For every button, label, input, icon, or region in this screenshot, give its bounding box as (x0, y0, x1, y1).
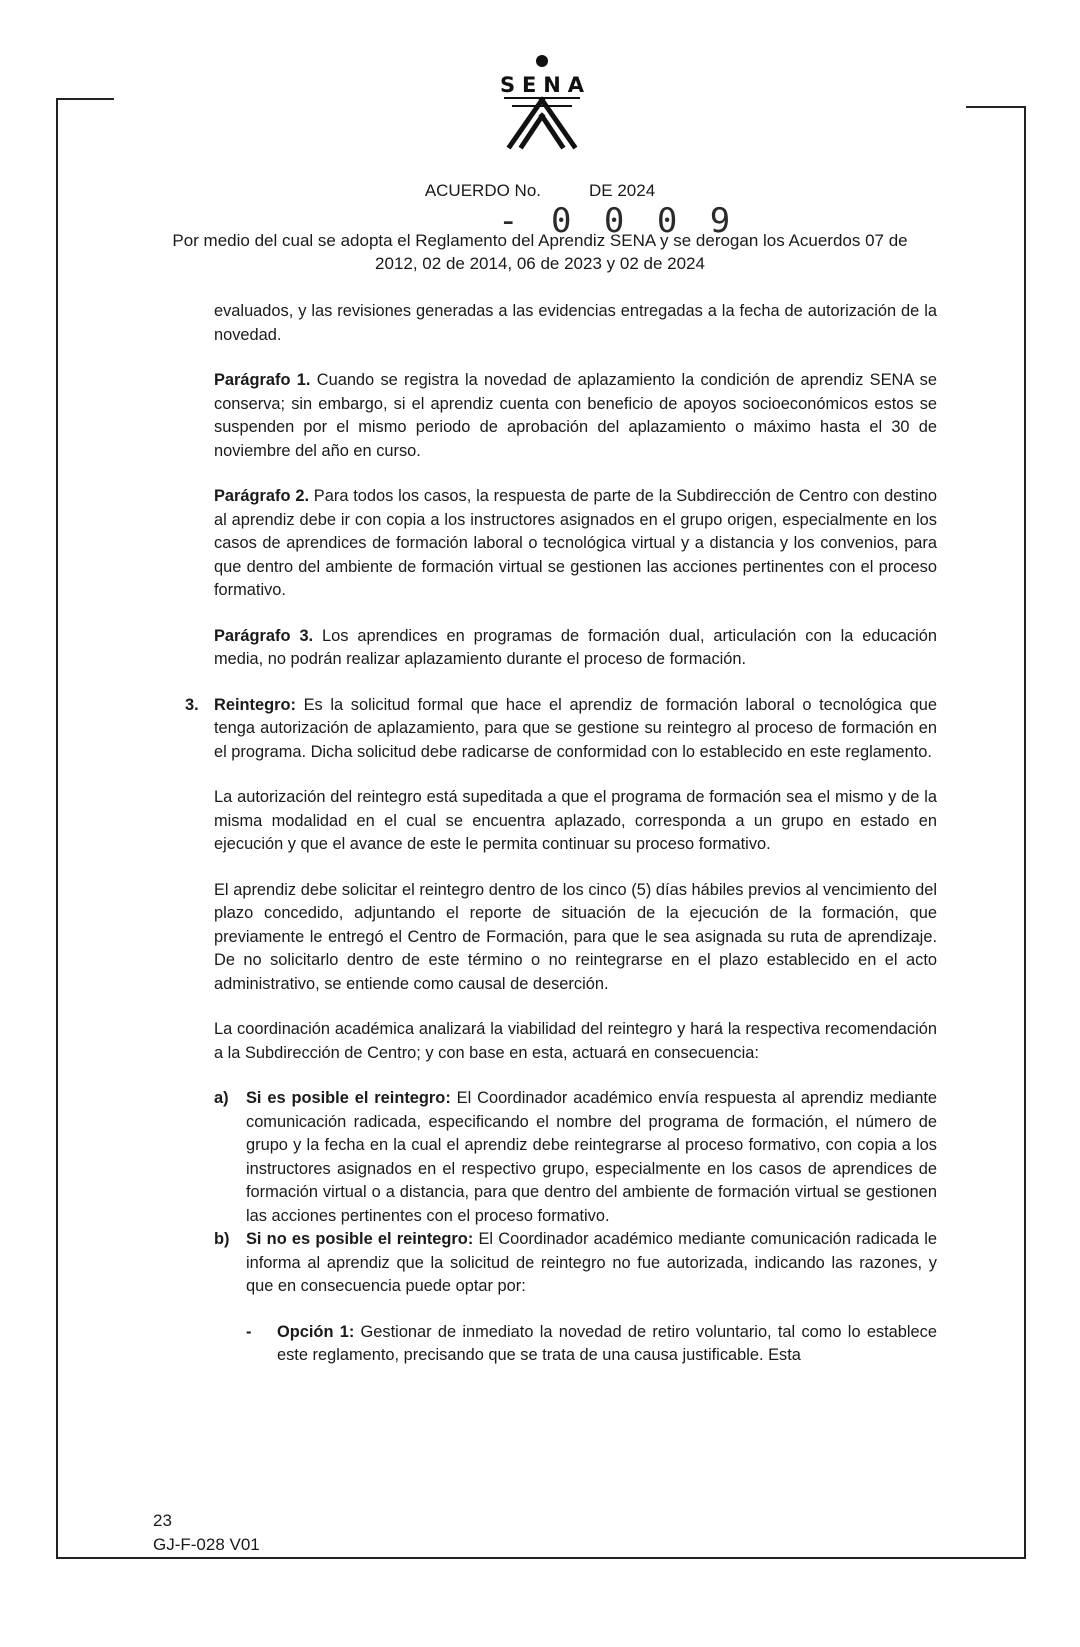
opcion-1 (214, 1321, 937, 1368)
paragrafo-1 (214, 369, 937, 463)
item-b-text: El Coordinador académico mediante comunicación radicada le informa al aprendiz que la solicitud de reintegro no fue autorizada, indicando las razones, y que en consecuencia puede optar por: (246, 1230, 937, 1295)
page-number: 23 (153, 1511, 172, 1530)
sena-logo-text: SENA (500, 73, 584, 97)
plazo-paragraph: El aprendiz debe solicitar el reintegro dentro de los cinco (5) días hábiles previos al vencimiento del plazo concedido, adjuntando el reporte de situación de la ejecución de la formación, que previamente le entregó el Centro de Formación, para que le sea asignada su ruta de aprendizaje. De no solicitarlo dentro de este término o no reintegrarse en el plazo establecido en el acto administrativo, se entiende como causal de deserción. (214, 880, 937, 993)
paragrafo-2-text: Para todos los casos, la respuesta de parte de la Subdirección de Centro con destino al aprendiz debe ir con copia a los instructores asignados en el grupo origen, especialmente en los casos de aprendices de formación laboral o tecnológica virtual y a distancia y los convenios, para que dentro del ambiente de formación virtual se gestionen las acciones pertinentes con el proceso formativo. (214, 487, 937, 599)
frame-left (56, 98, 58, 1558)
acuerdo-year: DE 2024 (589, 181, 656, 200)
acuerdo-label: ACUERDO No. (424, 181, 541, 200)
item-3-text: Es la solicitud formal que hace el aprendiz de formación laboral o tecnológica que tenga autorización de aplazamiento, para que se gestione su reintegro al proceso de formación en el programa. Dicha solicitud debe radicarse de conformidad con lo establecido en este reglamento. (214, 695, 937, 761)
sena-logo (492, 50, 592, 160)
opcion-1-marker: - (246, 1322, 252, 1341)
title-line-1: Por medio del cual se adopta el Reglamento del Aprendiz SENA y se derogan los Acuerdos 07 de (172, 231, 908, 250)
opcion-1-text: Gestionar de inmediato la novedad de retiro voluntario, tal como lo establece este reglamento, precisando que se trata de una causa justificable. Esta (277, 1322, 937, 1364)
item-a (214, 1087, 937, 1228)
frame-right (1024, 106, 1026, 1558)
item-3-label: Reintegro: (214, 695, 296, 714)
item-b (214, 1228, 937, 1299)
document-body (185, 300, 937, 1368)
acuerdo-line (0, 180, 1080, 202)
frame-top-left (56, 98, 114, 100)
item-a-marker: a) (214, 1089, 229, 1107)
autorizacion-paragraph: La autorización del reintegro está supeditada a que el programa de formación sea el mismo y de la misma modalidad en el cual se encuentra aplazado, corresponda a un grupo en estado en ejecución y que el avance de este le permita continuar su proceso formativo. (214, 788, 937, 853)
item-3-reintegro (185, 694, 937, 765)
paragrafo-1-label: Parágrafo 1. (214, 371, 311, 389)
paragrafo-3 (214, 625, 937, 672)
coordinacion-paragraph: La coordinación académica analizará la viabilidad del reintegro y hará la respectiva recomendación a la Subdirección de Centro; y con base en esta, actuará en consecuencia: (214, 1020, 937, 1062)
paragrafo-1-text: Cuando se registra la novedad de aplazamiento la condición de aprendiz SENA se conserva; sin embargo, si el aprendiz cuenta con beneficio de apoyos socioeconómicos estos se suspenden por el mismo periodo de aprobación del aplazamiento o máximo hasta el 30 de noviembre del año en curso. (214, 371, 937, 460)
item-a-label: Si es posible el reintegro: (246, 1089, 451, 1107)
paragrafo-2-label: Parágrafo 2. (214, 487, 309, 505)
opcion-1-label: Opción 1: (277, 1322, 355, 1341)
paragrafo-3-text: Los aprendices en programas de formación dual, articulación con la educación media, no podrán realizar aplazamiento durante el proceso de formación. (214, 626, 937, 668)
title-line-2: 2012, 02 de 2014, 06 de 2023 y 02 de 2024 (375, 254, 705, 273)
item-b-marker: b) (214, 1230, 230, 1248)
acuerdo-number: - 0 0 0 9 (498, 201, 737, 241)
form-code: GJ-F-028 V01 (153, 1535, 260, 1554)
item-b-label: Si no es posible el reintegro: (246, 1230, 474, 1248)
paragrafo-3-label: Parágrafo 3. (214, 626, 314, 645)
frame-bottom (56, 1557, 1026, 1559)
item-3-marker: 3. (185, 695, 199, 714)
frame-top-right (966, 106, 1026, 108)
intro-paragraph: evaluados, y las revisiones generadas a las evidencias entregadas a la fecha de autorización de la novedad. (214, 302, 937, 344)
paragrafo-2 (214, 485, 937, 603)
item-a-text: El Coordinador académico envía respuesta al aprendiz mediante comunicación radicada, especificando el nombre del programa de formación, el número de grupo y la fecha en la cual el aprendiz debe reintegrarse al proceso formativo, con copia a los instructores asignados en el respectivo grupo, especialmente en los casos de aprendices de formación virtual o a distancia, para que dentro del ambiente de formación virtual se gestionen las acciones pertinentes con el proceso formativo. (246, 1089, 937, 1225)
